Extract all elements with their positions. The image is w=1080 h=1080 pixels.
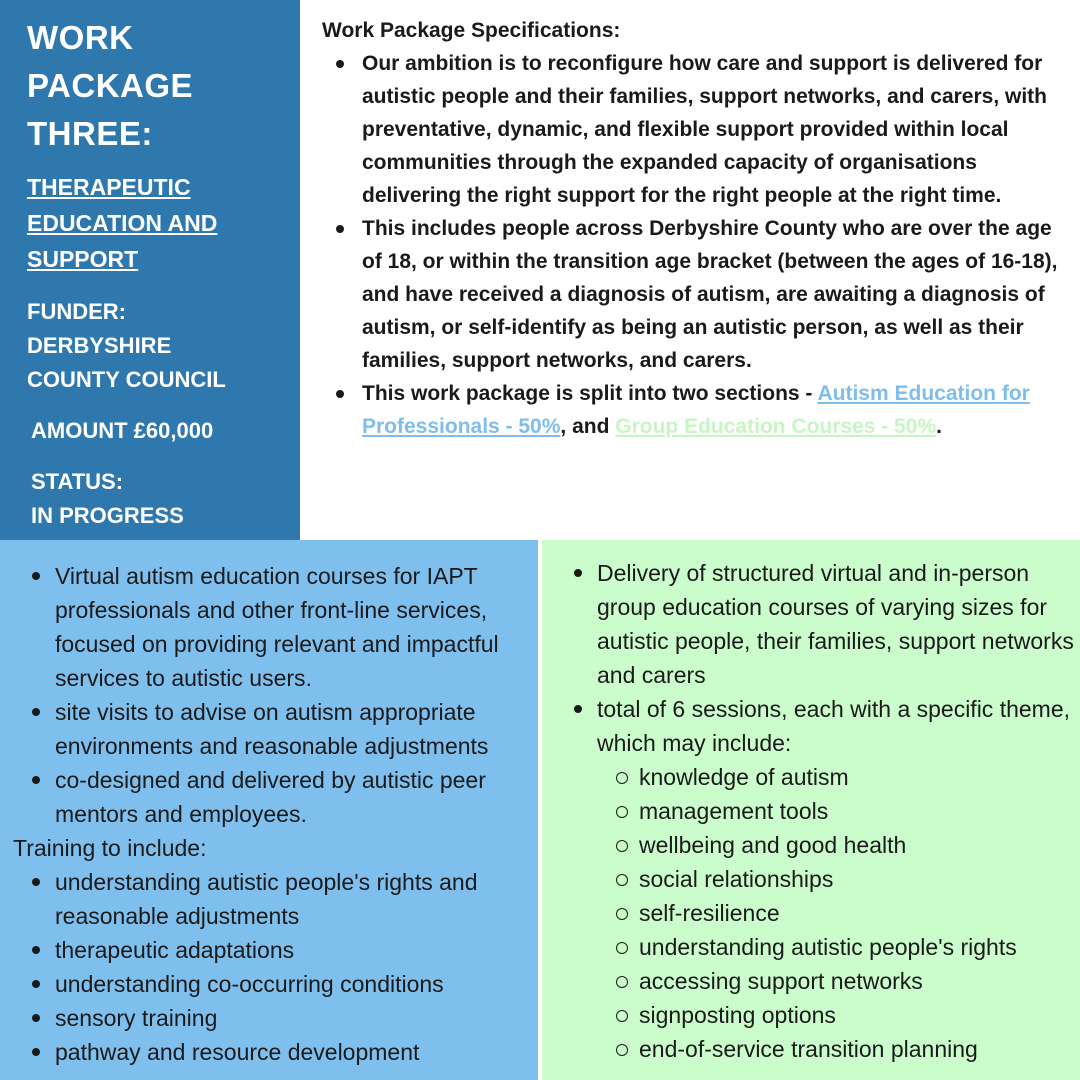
session-theme: signposting options <box>639 998 1077 1032</box>
session-theme: social relationships <box>639 862 1077 896</box>
professionals-item: co-designed and delivered by autistic peer mentors and employees. <box>55 763 533 831</box>
group-courses-section-link[interactable]: Group Education Courses - 50% <box>615 415 937 438</box>
funder-line: DERBYSHIRE <box>27 333 172 358</box>
training-item: pathway and resource development <box>55 1035 533 1069</box>
package-title-line: WORK <box>27 19 134 56</box>
professionals-section-link[interactable]: Autism Education for Professionals - 50% <box>362 382 1030 438</box>
funding-amount: AMOUNT £60,000 <box>31 418 214 443</box>
funder-line: FUNDER: <box>27 299 126 324</box>
session-theme: accessing support networks <box>639 964 1077 998</box>
training-list <box>55 865 533 1069</box>
training-item: understanding autistic people's rights and reasonable adjustments <box>55 865 533 933</box>
group-courses-list <box>597 556 1077 1066</box>
funder-line: COUNTY COUNCIL <box>27 367 226 392</box>
specifications-heading: Work Package Specifications: <box>322 19 621 42</box>
group-courses-item-text: total of 6 sessions, each with a specific theme, which may include: <box>597 696 1071 756</box>
professionals-panel <box>0 540 538 1080</box>
package-subtitle-line: THERAPEUTIC <box>27 174 191 200</box>
professionals-item: Virtual autism education courses for IAPT professionals and other front-line services, focused on providing relevant and impactful services to autistic users. <box>55 559 533 695</box>
session-theme: knowledge of autism <box>639 760 1077 794</box>
group-courses-item-themes <box>597 692 1077 1066</box>
training-item: therapeutic adaptations <box>55 933 533 967</box>
specification-item: This includes people across Derbyshire County who are over the age of 18, or within the transition age bracket (between the ages of 16-18), and have received a diagnosis of autism, are awaiting a diagnosis of autism, or self-identify as being an autistic person, as well as their families, support networks, and carers. <box>362 212 1062 377</box>
training-item: understanding co-occurring conditions <box>55 967 533 1001</box>
group-courses-panel <box>542 540 1080 1080</box>
professionals-item: site visits to advise on autism appropriate environments and reasonable adjustments <box>55 695 533 763</box>
group-courses-content <box>597 556 1077 1066</box>
split-suffix: . <box>936 415 942 438</box>
status-line: STATUS: <box>31 469 124 494</box>
session-theme: wellbeing and good health <box>639 828 1077 862</box>
status-line: IN PROGRESS <box>31 503 184 528</box>
session-theme: self-resilience <box>639 896 1077 930</box>
package-subtitle-line: SUPPORT <box>27 246 139 272</box>
professionals-list <box>55 559 533 831</box>
session-themes-list <box>639 760 1077 1066</box>
status-info <box>31 465 296 533</box>
package-subtitle <box>27 169 292 277</box>
specifications-list <box>362 47 1062 443</box>
funder-info <box>27 295 297 397</box>
session-theme: end-of-service transition planning <box>639 1032 1077 1066</box>
split-middle: , and <box>560 415 616 438</box>
package-subtitle-line: EDUCATION AND <box>27 210 218 236</box>
session-theme: understanding autistic people's rights <box>639 930 1077 964</box>
group-courses-item: Delivery of structured virtual and in-person group education courses of varying sizes for autistic people, their families, support networks and carers <box>597 556 1077 692</box>
training-label: Training to include: <box>13 835 207 861</box>
package-header-panel <box>0 0 300 540</box>
professionals-content <box>13 559 533 1069</box>
package-title-line: PACKAGE <box>27 67 194 104</box>
specification-item-split <box>362 377 1062 443</box>
package-title-line: THREE: <box>27 115 153 152</box>
session-theme: management tools <box>639 794 1077 828</box>
specifications-section <box>322 14 1062 443</box>
split-prefix: This work package is split into two sections - <box>362 382 818 405</box>
specification-item: Our ambition is to reconfigure how care and support is delivered for autistic people and their families, support networks, and carers, with preventative, dynamic, and flexible support provided within local communities through the expanded capacity of organisations delivering the right support for the right people at the right time. <box>362 47 1062 212</box>
training-item: sensory training <box>55 1001 533 1035</box>
package-title <box>27 14 287 158</box>
